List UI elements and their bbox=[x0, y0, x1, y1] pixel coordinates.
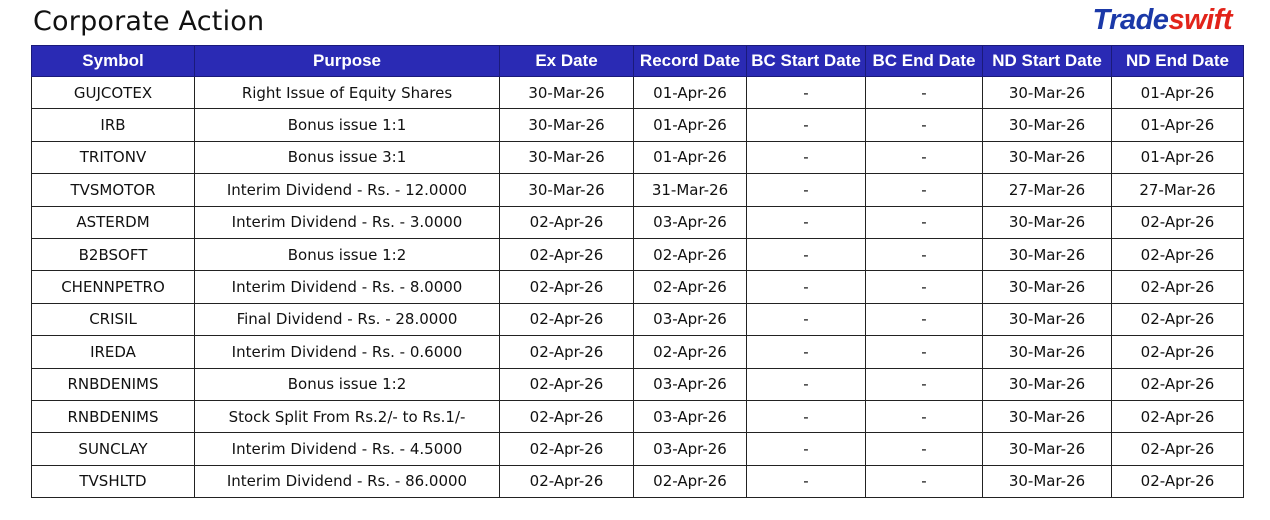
cell-purpose: Bonus issue 1:2 bbox=[195, 368, 500, 400]
cell-nd-end-date: 02-Apr-26 bbox=[1112, 465, 1244, 497]
cell-purpose: Bonus issue 1:2 bbox=[195, 238, 500, 270]
table-row bbox=[32, 465, 1244, 497]
cell-record-date: 02-Apr-26 bbox=[634, 271, 747, 303]
cell-ex-date: 02-Apr-26 bbox=[500, 400, 634, 432]
cell-purpose: Right Issue of Equity Shares bbox=[195, 77, 500, 109]
cell-symbol: B2BSOFT bbox=[32, 238, 195, 270]
cell-bc-start-date: - bbox=[747, 206, 866, 238]
cell-purpose: Final Dividend - Rs. - 28.0000 bbox=[195, 303, 500, 335]
column-header-ex-date: Ex Date bbox=[500, 46, 634, 77]
cell-nd-start-date: 30-Mar-26 bbox=[983, 433, 1112, 465]
cell-nd-end-date: 02-Apr-26 bbox=[1112, 433, 1244, 465]
table-row bbox=[32, 141, 1244, 173]
cell-purpose: Interim Dividend - Rs. - 4.5000 bbox=[195, 433, 500, 465]
cell-symbol: IREDA bbox=[32, 336, 195, 368]
cell-record-date: 02-Apr-26 bbox=[634, 465, 747, 497]
cell-symbol: TVSHLTD bbox=[32, 465, 195, 497]
cell-symbol: CRISIL bbox=[32, 303, 195, 335]
cell-bc-end-date: - bbox=[866, 238, 983, 270]
cell-nd-end-date: 02-Apr-26 bbox=[1112, 303, 1244, 335]
cell-bc-end-date: - bbox=[866, 465, 983, 497]
table-header-row bbox=[32, 46, 1244, 77]
cell-nd-end-date: 02-Apr-26 bbox=[1112, 238, 1244, 270]
cell-record-date: 02-Apr-26 bbox=[634, 336, 747, 368]
cell-symbol: CHENNPETRO bbox=[32, 271, 195, 303]
column-header-purpose: Purpose bbox=[195, 46, 500, 77]
cell-nd-start-date: 30-Mar-26 bbox=[983, 206, 1112, 238]
cell-purpose: Interim Dividend - Rs. - 0.6000 bbox=[195, 336, 500, 368]
cell-ex-date: 02-Apr-26 bbox=[500, 271, 634, 303]
table-row bbox=[32, 109, 1244, 141]
column-header-symbol: Symbol bbox=[32, 46, 195, 77]
cell-nd-start-date: 30-Mar-26 bbox=[983, 271, 1112, 303]
cell-symbol: TVSMOTOR bbox=[32, 174, 195, 206]
cell-bc-start-date: - bbox=[747, 336, 866, 368]
cell-nd-start-date: 30-Mar-26 bbox=[983, 77, 1112, 109]
cell-record-date: 03-Apr-26 bbox=[634, 206, 747, 238]
table-row bbox=[32, 271, 1244, 303]
table-row bbox=[32, 238, 1244, 270]
cell-bc-end-date: - bbox=[866, 433, 983, 465]
cell-purpose: Bonus issue 3:1 bbox=[195, 141, 500, 173]
cell-nd-end-date: 01-Apr-26 bbox=[1112, 141, 1244, 173]
cell-bc-end-date: - bbox=[866, 271, 983, 303]
cell-nd-end-date: 02-Apr-26 bbox=[1112, 271, 1244, 303]
table-row bbox=[32, 400, 1244, 432]
column-header-bc-end-date: BC End Date bbox=[866, 46, 983, 77]
cell-ex-date: 02-Apr-26 bbox=[500, 336, 634, 368]
cell-bc-start-date: - bbox=[747, 303, 866, 335]
cell-ex-date: 30-Mar-26 bbox=[500, 77, 634, 109]
column-header-bc-start-date: BC Start Date bbox=[747, 46, 866, 77]
cell-nd-end-date: 02-Apr-26 bbox=[1112, 206, 1244, 238]
cell-record-date: 03-Apr-26 bbox=[634, 433, 747, 465]
cell-nd-end-date: 02-Apr-26 bbox=[1112, 336, 1244, 368]
cell-nd-end-date: 27-Mar-26 bbox=[1112, 174, 1244, 206]
table-row bbox=[32, 303, 1244, 335]
cell-purpose: Interim Dividend - Rs. - 86.0000 bbox=[195, 465, 500, 497]
cell-purpose: Interim Dividend - Rs. - 12.0000 bbox=[195, 174, 500, 206]
cell-nd-end-date: 01-Apr-26 bbox=[1112, 109, 1244, 141]
cell-nd-start-date: 30-Mar-26 bbox=[983, 238, 1112, 270]
cell-nd-end-date: 02-Apr-26 bbox=[1112, 368, 1244, 400]
corporate-action-table bbox=[31, 45, 1244, 498]
cell-record-date: 03-Apr-26 bbox=[634, 400, 747, 432]
cell-purpose: Bonus issue 1:1 bbox=[195, 109, 500, 141]
brand-logo-part2: swift bbox=[1168, 4, 1232, 36]
cell-record-date: 02-Apr-26 bbox=[634, 238, 747, 270]
cell-record-date: 01-Apr-26 bbox=[634, 141, 747, 173]
cell-ex-date: 30-Mar-26 bbox=[500, 174, 634, 206]
cell-nd-end-date: 02-Apr-26 bbox=[1112, 400, 1244, 432]
cell-ex-date: 30-Mar-26 bbox=[500, 141, 634, 173]
cell-record-date: 31-Mar-26 bbox=[634, 174, 747, 206]
cell-bc-start-date: - bbox=[747, 109, 866, 141]
cell-symbol: RNBDENIMS bbox=[32, 368, 195, 400]
cell-purpose: Interim Dividend - Rs. - 3.0000 bbox=[195, 206, 500, 238]
cell-ex-date: 30-Mar-26 bbox=[500, 109, 634, 141]
table-row bbox=[32, 77, 1244, 109]
cell-nd-end-date: 01-Apr-26 bbox=[1112, 77, 1244, 109]
cell-symbol: TRITONV bbox=[32, 141, 195, 173]
page-title: Corporate Action bbox=[33, 6, 265, 37]
cell-nd-start-date: 30-Mar-26 bbox=[983, 109, 1112, 141]
table-row bbox=[32, 336, 1244, 368]
cell-bc-start-date: - bbox=[747, 465, 866, 497]
cell-purpose: Interim Dividend - Rs. - 8.0000 bbox=[195, 271, 500, 303]
cell-bc-start-date: - bbox=[747, 400, 866, 432]
cell-symbol: GUJCOTEX bbox=[32, 77, 195, 109]
cell-ex-date: 02-Apr-26 bbox=[500, 238, 634, 270]
cell-ex-date: 02-Apr-26 bbox=[500, 368, 634, 400]
cell-nd-start-date: 30-Mar-26 bbox=[983, 303, 1112, 335]
cell-bc-end-date: - bbox=[866, 141, 983, 173]
cell-bc-end-date: - bbox=[866, 174, 983, 206]
cell-bc-end-date: - bbox=[866, 77, 983, 109]
brand-logo-part1: Trade bbox=[1092, 4, 1169, 36]
cell-nd-start-date: 30-Mar-26 bbox=[983, 368, 1112, 400]
cell-ex-date: 02-Apr-26 bbox=[500, 206, 634, 238]
cell-record-date: 01-Apr-26 bbox=[634, 109, 747, 141]
brand-logo bbox=[1092, 4, 1232, 37]
cell-bc-end-date: - bbox=[866, 109, 983, 141]
cell-record-date: 03-Apr-26 bbox=[634, 368, 747, 400]
cell-nd-start-date: 30-Mar-26 bbox=[983, 336, 1112, 368]
cell-nd-start-date: 27-Mar-26 bbox=[983, 174, 1112, 206]
cell-bc-start-date: - bbox=[747, 141, 866, 173]
cell-symbol: RNBDENIMS bbox=[32, 400, 195, 432]
cell-bc-end-date: - bbox=[866, 206, 983, 238]
cell-bc-end-date: - bbox=[866, 400, 983, 432]
cell-symbol: ASTERDM bbox=[32, 206, 195, 238]
cell-bc-start-date: - bbox=[747, 271, 866, 303]
cell-bc-end-date: - bbox=[866, 368, 983, 400]
cell-ex-date: 02-Apr-26 bbox=[500, 465, 634, 497]
cell-symbol: SUNCLAY bbox=[32, 433, 195, 465]
column-header-nd-start-date: ND Start Date bbox=[983, 46, 1112, 77]
table-body bbox=[32, 77, 1244, 498]
cell-nd-start-date: 30-Mar-26 bbox=[983, 400, 1112, 432]
cell-symbol: IRB bbox=[32, 109, 195, 141]
cell-bc-start-date: - bbox=[747, 174, 866, 206]
cell-purpose: Stock Split From Rs.2/- to Rs.1/- bbox=[195, 400, 500, 432]
column-header-nd-end-date: ND End Date bbox=[1112, 46, 1244, 77]
table-row bbox=[32, 368, 1244, 400]
cell-nd-start-date: 30-Mar-26 bbox=[983, 141, 1112, 173]
table-row bbox=[32, 433, 1244, 465]
cell-bc-end-date: - bbox=[866, 303, 983, 335]
table-row bbox=[32, 206, 1244, 238]
cell-bc-start-date: - bbox=[747, 433, 866, 465]
cell-ex-date: 02-Apr-26 bbox=[500, 303, 634, 335]
table-row bbox=[32, 174, 1244, 206]
cell-bc-end-date: - bbox=[866, 336, 983, 368]
column-header-record-date: Record Date bbox=[634, 46, 747, 77]
cell-record-date: 03-Apr-26 bbox=[634, 303, 747, 335]
cell-record-date: 01-Apr-26 bbox=[634, 77, 747, 109]
cell-bc-start-date: - bbox=[747, 77, 866, 109]
cell-bc-start-date: - bbox=[747, 368, 866, 400]
cell-nd-start-date: 30-Mar-26 bbox=[983, 465, 1112, 497]
cell-bc-start-date: - bbox=[747, 238, 866, 270]
cell-ex-date: 02-Apr-26 bbox=[500, 433, 634, 465]
